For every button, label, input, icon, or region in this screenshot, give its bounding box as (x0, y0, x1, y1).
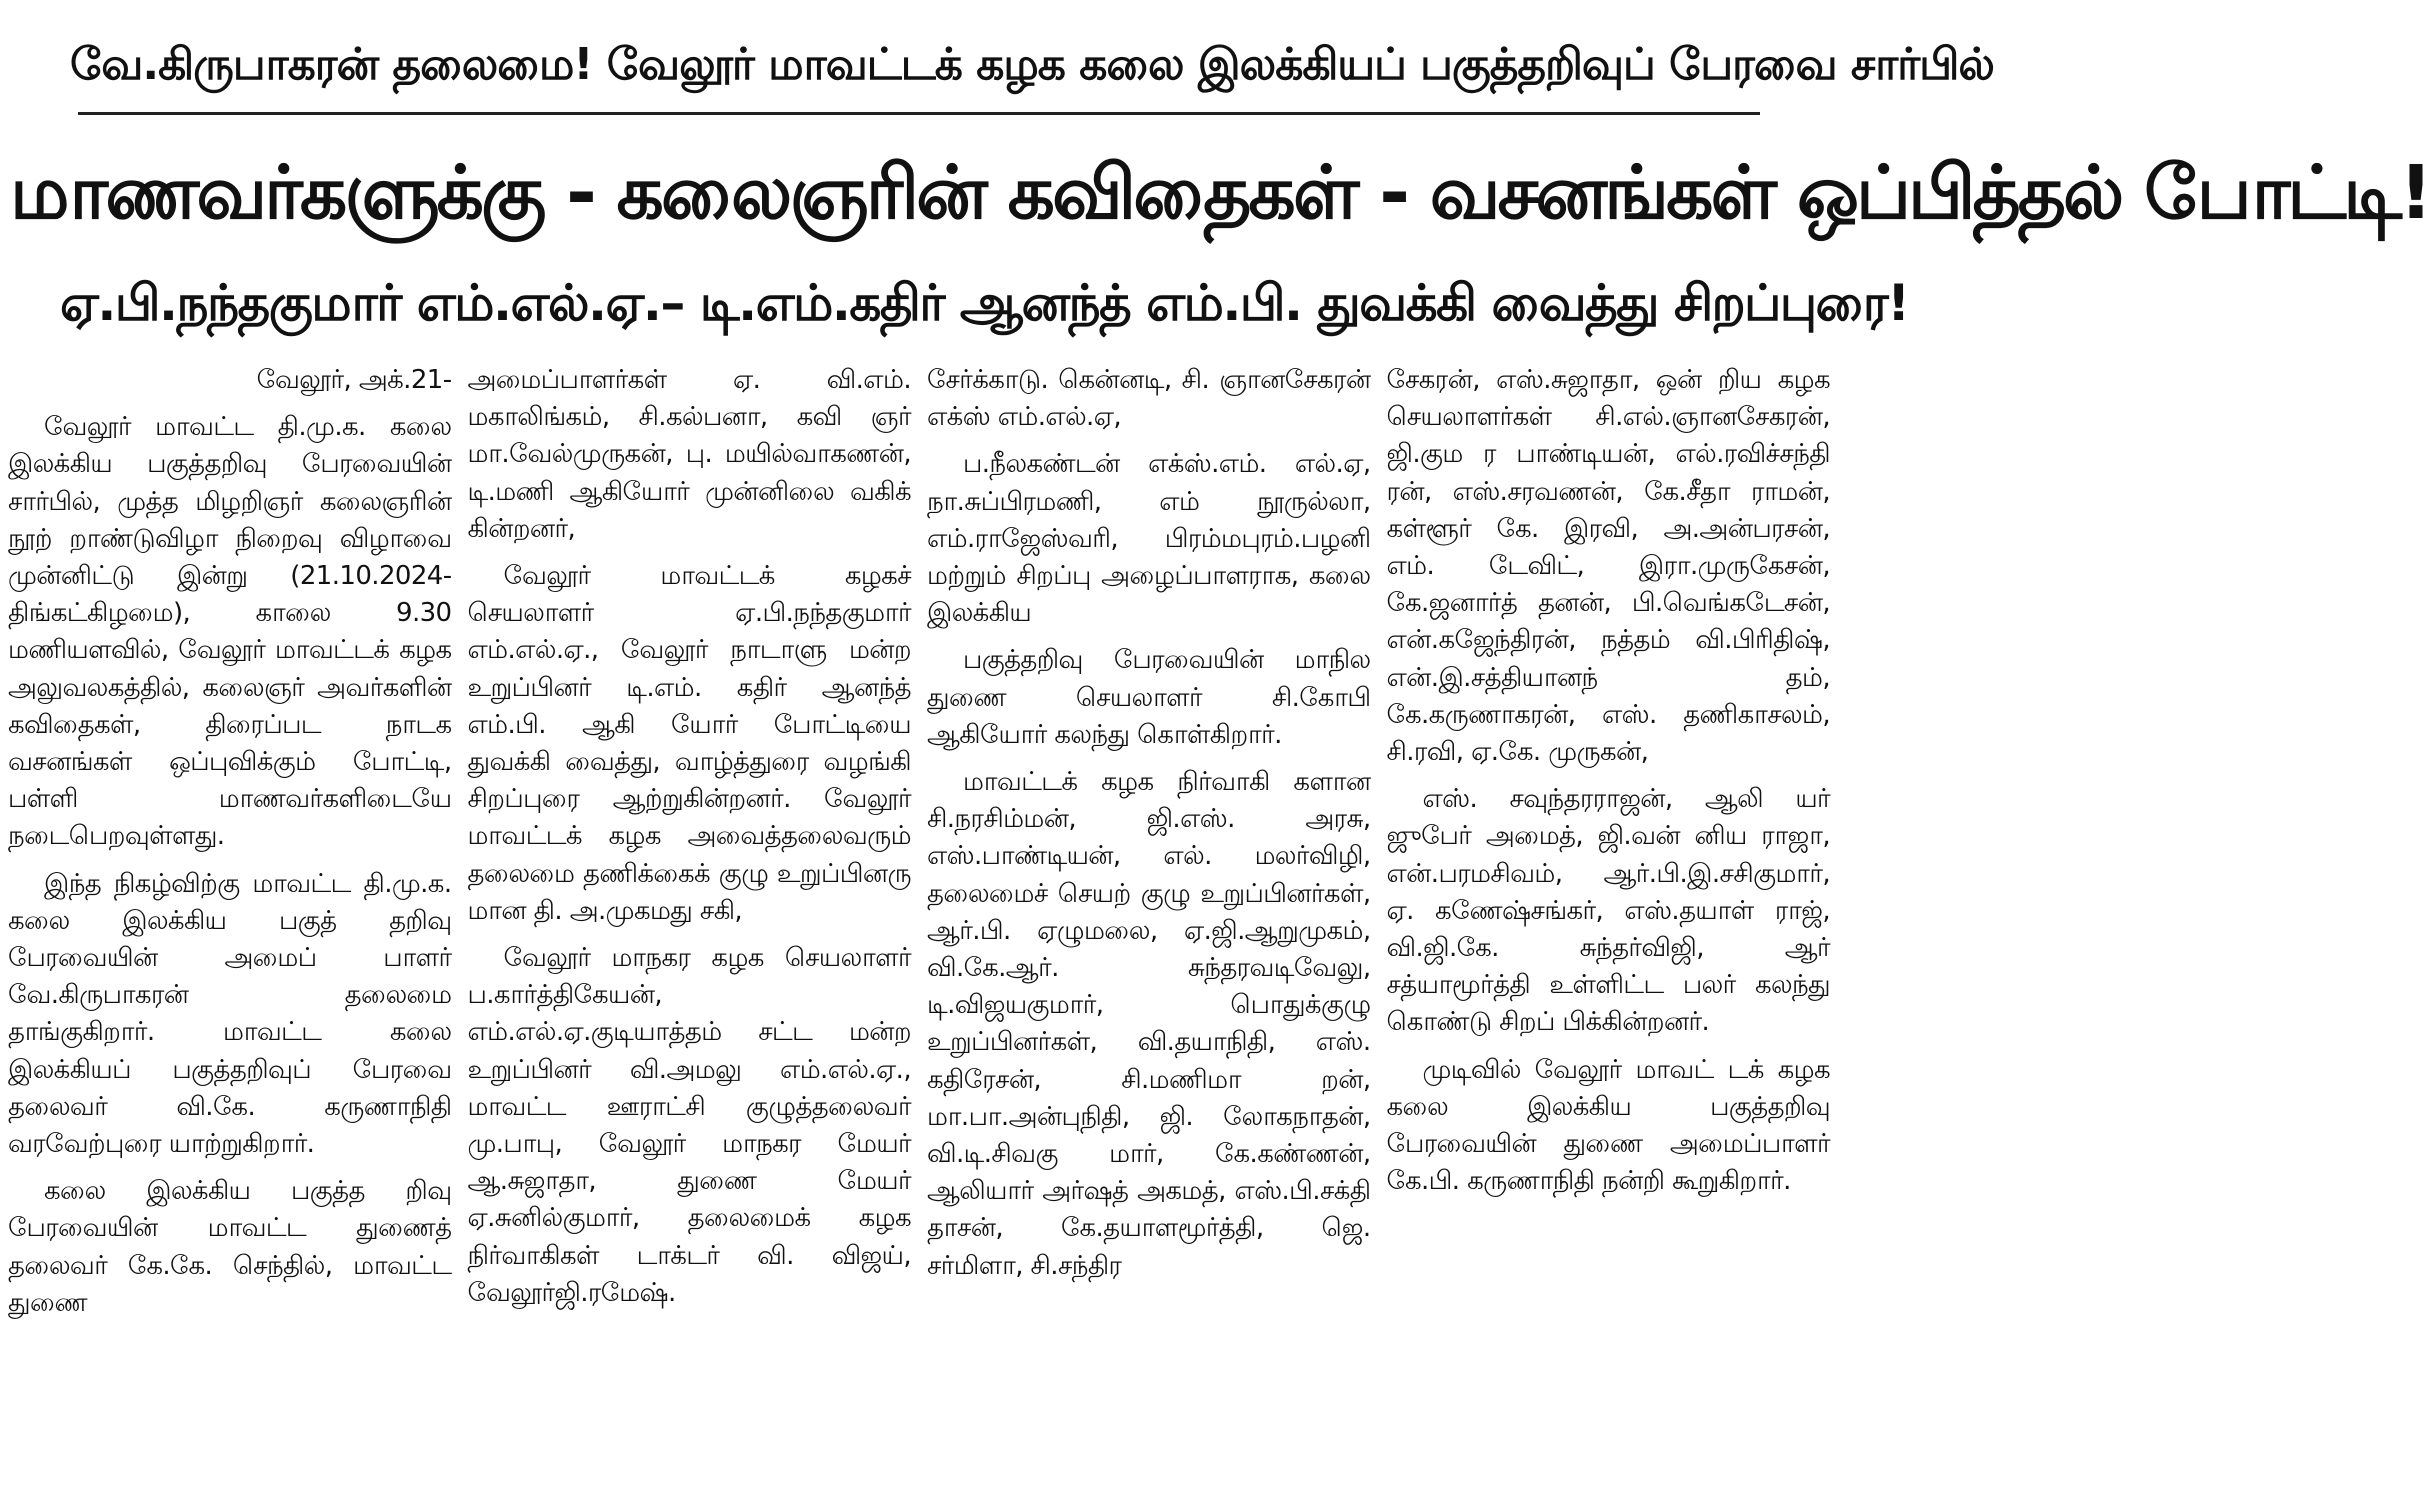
paragraph: அமைப்பாளர்கள் ஏ. வி.எம். மகாலிங்கம், சி.கல்பனா, கவி ஞர் மா.வேல்முருகன், பு. மயில்வாகணன், டி.மணி ஆகியோர் முன்னிலை வகிக் கின்றனர், (467, 365, 911, 544)
kicker-line: வே.கிருபாகரன் தலைமை! வேலூர் மாவட்டக் கழக கலை இலக்கியப் பகுத்தறிவுப் பேரவை சார்பில் (70, 39, 1994, 90)
paragraph: ப.நீலகண்டன் எக்ஸ்.எம். எல்.ஏ, நா.சுப்பிரமணி, எம் நூருல்லா, எம்.ராஜேஸ்வரி, பிரம்மபுரம்.பழனி மற்றும் சிறப்பு அழைப்பாளராக, கலை இலக்கிய (927, 449, 1371, 629)
article-column-2 (468, 362, 912, 1482)
dateline: வேலூர், அக்.21- (256, 365, 452, 395)
paragraph: கலை இலக்கிய பகுத்த றிவு பேரவையின் மாவட்ட துணைத் தலைவர் கே.கே. செந்தில், மாவட்ட துணை (8, 1176, 452, 1318)
divider-rule (78, 112, 1760, 115)
paragraph: சேர்க்காடு. கென்னடி, சி. ஞானசேகரன் எக்ஸ் எம்.எல்.ஏ, (927, 365, 1371, 433)
headline: மாணவர்களுக்கு - கலைஞரின் கவிதைகள் - வசனங்கள் ஒப்பித்தல் போட்டி! (10, 150, 2430, 236)
paragraph: இந்த நிகழ்விற்கு மாவட்ட தி.மு.க. கலை இலக்கிய பகுத் தறிவு பேரவையின் அமைப் பாளர் வே.கிருபாகரன் தலைமை தாங்குகிறார். மாவட்ட கலை இலக்கியப் பகுத்தறிவுப் பேரவை தலைவர் வி.கே. கருணாநிதி வரவேற்புரை யாற்றுகிறார். (8, 868, 452, 1160)
paragraph: பகுத்தறிவு பேரவையின் மாநில துணை செயலாளர் சி.கோபி ஆகியோர் கலந்து கொள்கிறார். (927, 645, 1371, 750)
paragraph: மாவட்டக் கழக நிர்வாகி களான சி.நரசிம்மன், ஜி.எஸ். அரசு, எஸ்.பாண்டியன், எல். மலர்விழி, தலைமைச் செயற் குழு உறுப்பினர்கள், ஆர்.பி. ஏழுமலை, ஏ.ஜி.ஆறுமுகம், வி.கே.ஆர். சுந்தரவடிவேலு, டி.விஜயகுமார், பொதுக்குழு உறுப்பினர்கள், வி.தயாநிதி, எஸ். கதிரேசன், சி.மணிமா றன், மா.பா.அன்புநிதி, ஜி. லோகநாதன், வி.டி.சிவகு மார், கே.கண்ணன், ஆலியார் அர்ஷத் அகமத், எஸ்.பி.சக்தி தாசன், கே.தயாளமூர்த்தி, ஜெ. சர்மிளா, சி.சந்திர (927, 767, 1371, 1281)
paragraph: எஸ். சவுந்தரராஜன், ஆலி யர் ஜுபேர் அமைத், ஜி.வன் னிய ராஜா, என்.பரமசிவம், ஆர்.பி.இ.சசிகுமார், ஏ. கணேஷ்சங்கர், எஸ்.தயாள் ராஜ், வி.ஜி.கே. சுந்தர்விஜி, ஆர் சத்யாமூர்த்தி உள்ளிட்ட பலர் கலந்து கொண்டு சிறப் பிக்கின்றனர். (1386, 784, 1830, 1038)
article-column-4 (1387, 362, 1831, 1482)
paragraph: வேலூர் மாவட்ட தி.மு.க. கலை இலக்கிய பகுத்தறிவு பேரவையின் சார்பில், முத்த மிழறிஞர் கலைஞரின் நூற் றாண்டுவிழா நிறைவு விழாவை முன்னிட்டு இன்று (21.10.2024- திங்கட்கிழமை), காலை 9.30 மணியளவில், வேலூர் மாவட்டக் கழக அலுவலகத்தில், கலைஞர் அவர்களின் கவிதைகள், திரைப்பட நாடக வசனங்கள் ஒப்புவிக்கும் போட்டி, பள்ளி மாணவர்களிடையே நடைபெறவுள்ளது. (8, 412, 452, 852)
article-column-3 (927, 362, 1371, 1482)
paragraph: முடிவில் வேலூர் மாவட் டக் கழக கலை இலக்கிய பகுத்தறிவு பேரவையின் துணை அமைப்பாளர் கே.பி. கருணாநிதி நன்றி கூறுகிறார். (1386, 1054, 1830, 1197)
subheadline: ஏ.பி.நந்தகுமார் எம்.எல்.ஏ.– டி.எம்.கதிர் ஆனந்த் எம்.பி. துவக்கி வைத்து சிறப்புரை! (60, 274, 1909, 332)
paragraph: சேகரன், எஸ்.சுஜாதா, ஒன் றிய கழக செயலாளர்கள் சி.எல்.ஞானசேகரன், ஜி.கும ர பாண்டியன், எல்.ரவிச்சந்தி ரன், எஸ்.சரவணன், கே.சீதா ராமன், கள்ளூர் கே. இரவி, அ.அன்பரசன், எம். டேவிட், இரா.முருகேசன், கே.ஜனார்த் தனன், பி.வெங்கடேசன், என்.கஜேந்திரன், நத்தம் வி.பிரிதிஷ், என்.இ.சத்தியானந் தம், கே.கருணாகரன், எஸ். தணிகாசலம், சி.ரவி, ஏ.கே. முருகன், (1386, 365, 1830, 768)
paragraph: வேலூர் மாவட்டக் கழகச் செயலாளர் ஏ.பி.நந்தகுமார் எம்.எல்.ஏ., வேலூர் நாடாளு மன்ற உறுப்பினர் டி.எம். கதிர் ஆனந்த் எம்.பி. ஆகி யோர் போட்டியை துவக்கி வைத்து, வாழ்த்துரை வழங்கி சிறப்புரை ஆற்றுகின்றனர். வேலூர் மாவட்டக் கழக அவைத்தலைவரும் தலைமை தணிக்கைக் குழு உறுப்பினரு மான தி. அ.முகமது சகி, (467, 561, 911, 926)
article-column-1 (8, 362, 452, 1482)
paragraph: வேலூர் மாநகர கழக செயலாளர் ப.கார்த்திகேயன், எம்.எல்.ஏ.குடியாத்தம் சட்ட மன்ற உறுப்பினர் வி.அமலு எம்.எல்.ஏ., மாவட்ட ஊராட்சி குழுத்தலைவர் மு.பாபு, வேலூர் மாநகர மேயர் ஆ.சுஜாதா, துணை மேயர் ஏ.சுனில்குமார், தலைமைக் கழக நிர்வாகிகள் டாக்டர் வி. விஜய், வேலூர்ஜி.ரமேஷ். (467, 943, 911, 1308)
article-body (8, 362, 1830, 1482)
